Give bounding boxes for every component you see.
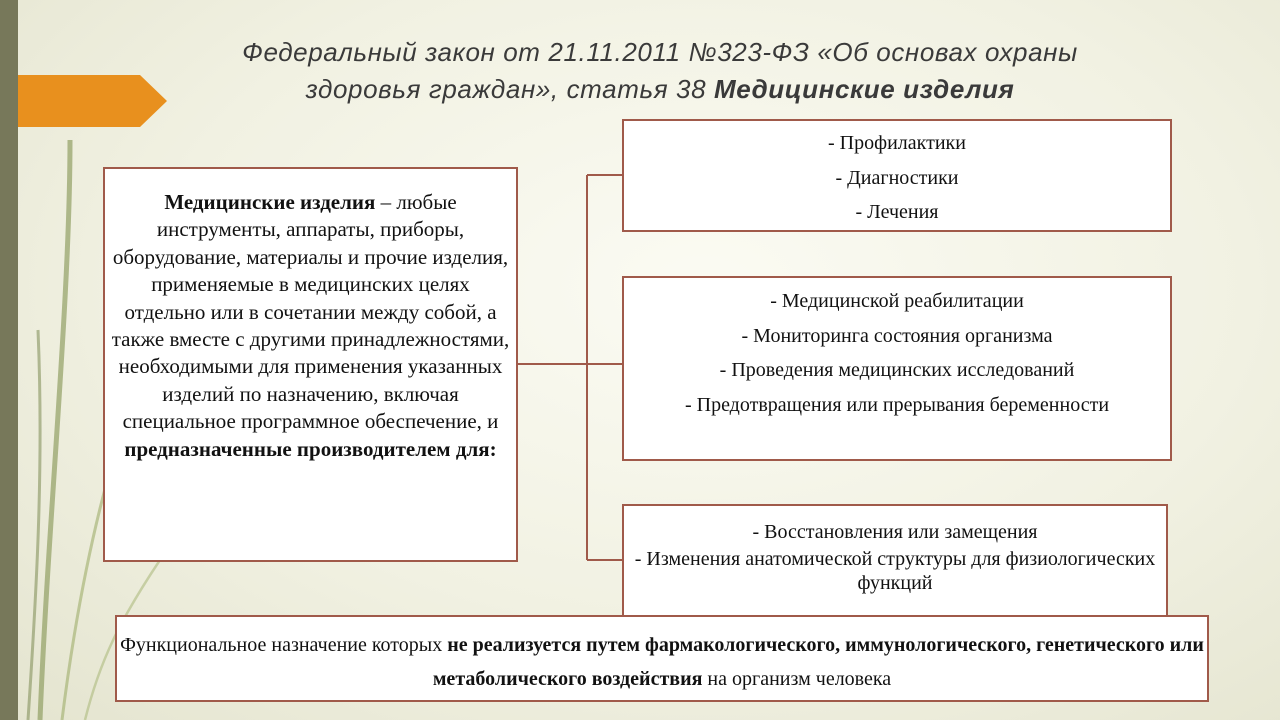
purpose-item: - Профилактики xyxy=(828,132,966,154)
orange-arrow-tab xyxy=(18,75,167,127)
definition-term: Медицинские изделия xyxy=(164,190,376,214)
title-line-2-text: здоровья граждан», статья 38 xyxy=(305,74,714,104)
purpose-item: - Восстановления или замещения xyxy=(752,521,1038,543)
definition-body: – любые инструменты, аппараты, приборы, оборудование, материалы и прочие изделия, применяемые в медицинских целях отдельно или в сочетании между собой, а также вместе с другими принадлежностями, необходимыми для применения указанных изделий по назначению, включая специальное программное обеспечение, и xyxy=(111,190,510,434)
grass-blade-1 xyxy=(40,140,70,720)
purpose-box-3 xyxy=(622,504,1168,624)
function-note-suffix: на организм человека xyxy=(702,668,892,690)
function-note-prefix: Функциональное назначение которых xyxy=(120,634,448,656)
function-note-box xyxy=(115,615,1209,702)
purpose-item: - Медицинской реабилитации xyxy=(770,290,1024,312)
slide-title xyxy=(160,34,1160,108)
grass-blade-3 xyxy=(28,330,40,720)
purpose-box-1 xyxy=(622,119,1172,232)
purpose-box-2 xyxy=(622,276,1172,461)
purpose-item: - Предотвращения или прерывания беременности xyxy=(684,393,1110,416)
title-emphasis: Медицинские изделия xyxy=(713,74,1015,104)
purpose-item: - Лечения xyxy=(855,201,939,223)
purpose-item: - Мониторинга состояния организма xyxy=(741,324,1053,347)
definition-box xyxy=(103,167,518,562)
purpose-item: - Проведения медицинских исследований xyxy=(719,359,1075,381)
purpose-item: - Изменения анатомической структуры для физиологических функций xyxy=(634,548,1156,594)
purpose-item: - Диагностики xyxy=(835,166,959,189)
title-line-2 xyxy=(160,71,1160,108)
title-line-1: Федеральный закон от 21.11.2011 №323-ФЗ «Об основах охраны xyxy=(242,37,1078,67)
definition-bold-end: предназначенные производителем для: xyxy=(124,436,497,461)
function-note-bold: не реализуется путем фармакологического, иммунологического, генетического или метаболического воздействия xyxy=(432,634,1204,690)
